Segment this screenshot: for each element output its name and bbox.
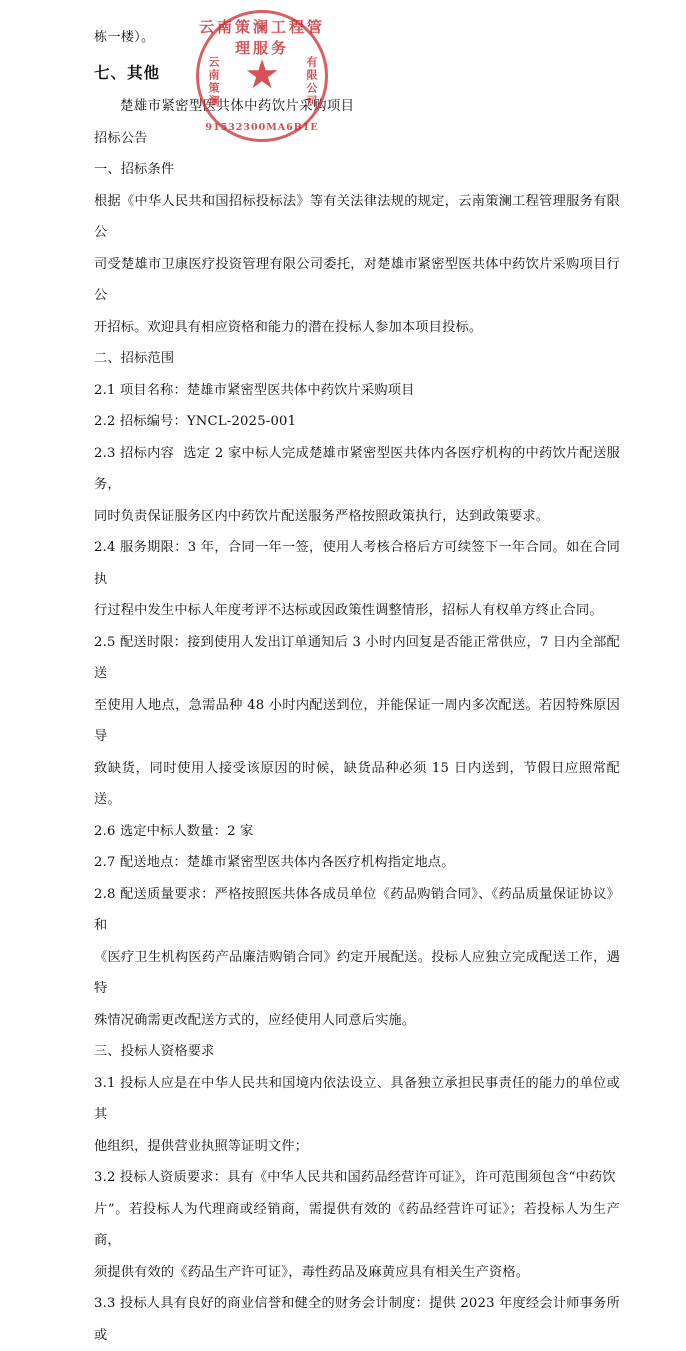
- document-line: 3.2 投标人资质要求：具有《中华人民共和国药品经营许可证》，许可范围须包含“中药饮: [94, 1170, 616, 1185]
- document-subtitle: 招标公告: [94, 130, 148, 146]
- seal-side-right-text: 有限公司: [305, 56, 318, 108]
- document-line: 2.3 招标内容 选定 2 家中标人完成楚雄市紧密型医共体内各医疗机构的中药饮片配送服务，: [94, 445, 620, 492]
- document-line: 《医疗卫生机构医药产品廉洁购销合同》约定开展配送。投标人应独立完成配送工作，遇特: [94, 949, 620, 996]
- document-line: 同时负责保证服务区内中药饮片配送服务严格按照政策执行，达到政策要求。: [94, 508, 550, 524]
- seal-company-name: 云南策澜工程管理服务: [198, 18, 325, 57]
- document-line: 2.2 招标编号：YNCL-2025-001: [94, 414, 297, 429]
- seal-registration-code: 91532300MA6B1E: [205, 122, 319, 133]
- document-line: 须提供有效的《药品生产许可证》，毒性药品及麻黄应具有相关生产资格。: [94, 1264, 530, 1280]
- document-line: 司受楚雄市卫康医疗投资管理有限公司委托，对楚雄市紧密型医共体中药饮片采购项目行公: [94, 256, 620, 303]
- document-line: 致缺货，同时使用人接受该原因的时候，缺货品种必须 15 日内送到，节假日应照常配送。: [94, 760, 620, 807]
- star-icon: ★: [244, 52, 280, 99]
- document-line: 3.1 投标人应是在中华人民共和国境内依法设立、具备独立承担民事责任的能力的单位或其: [94, 1075, 620, 1122]
- document-line: 2.6 选定中标人数量：2 家: [94, 823, 254, 839]
- document-line: 行过程中发生中标人年度考评不达标或因政策性调整情形，招标人有权单方终止合同。: [94, 603, 603, 618]
- seal-side-left-text: 云南策澜: [207, 56, 220, 108]
- section-heading-other: 七、其他: [94, 62, 161, 82]
- section-heading-bid-conditions: 一、招标条件: [94, 162, 175, 177]
- document-line: 开招标。欢迎具有相应资格和能力的潜在投标人参加本项目投标。: [94, 319, 483, 335]
- section-heading-bid-scope: 二、招标范围: [94, 351, 175, 366]
- document-line: 3.3 投标人具有良好的商业信誉和健全的财务会计制度：提供 2023 年度经会计师事务所或: [94, 1296, 620, 1343]
- document-line: 2.8 配送质量要求：严格按照医共体各成员单位《药品购销合同》、《药品质量保证协议》和: [94, 886, 620, 933]
- document-line: 2.5 配送时限：接到使用人发出订单通知后 3 小时内回复是否能正常供应，7 日内全部配送: [94, 634, 620, 681]
- document-line: 2.7 配送地点：楚雄市紧密型医共体内各医疗机构指定地点。: [94, 855, 455, 870]
- section-heading-bidder-qualification: 三、投标人资格要求: [94, 1044, 215, 1059]
- document-line: 至使用人地点，急需品种 48 小时内配送到位，并能保证一周内多次配送。若因特殊原因导: [94, 697, 620, 744]
- document-line: 他组织，提供营业执照等证明文件；: [94, 1138, 309, 1154]
- document-line: 殊情况确需更改配送方式的，应经使用人同意后实施。: [94, 1012, 416, 1028]
- document-line: 2.1 项目名称：楚雄市紧密型医共体中药饮片采购项目: [94, 382, 415, 398]
- document-line: 栋一楼）。: [94, 30, 155, 45]
- document-line: 片”。若投标人为代理商或经销商，需提供有效的《药品经营许可证》；若投标人为生产商，: [94, 1201, 620, 1248]
- document-title: 楚雄市紧密型医共体中药饮片采购项目: [120, 98, 355, 114]
- document-line: 根据《中华人民共和国招标投标法》等有关法律法规的规定，云南策澜工程管理服务有限公: [94, 193, 620, 240]
- document-line: 2.4 服务期限：3 年，合同一年一签，使用人考核合格后方可续签下一年合同。如在合同执: [94, 540, 620, 587]
